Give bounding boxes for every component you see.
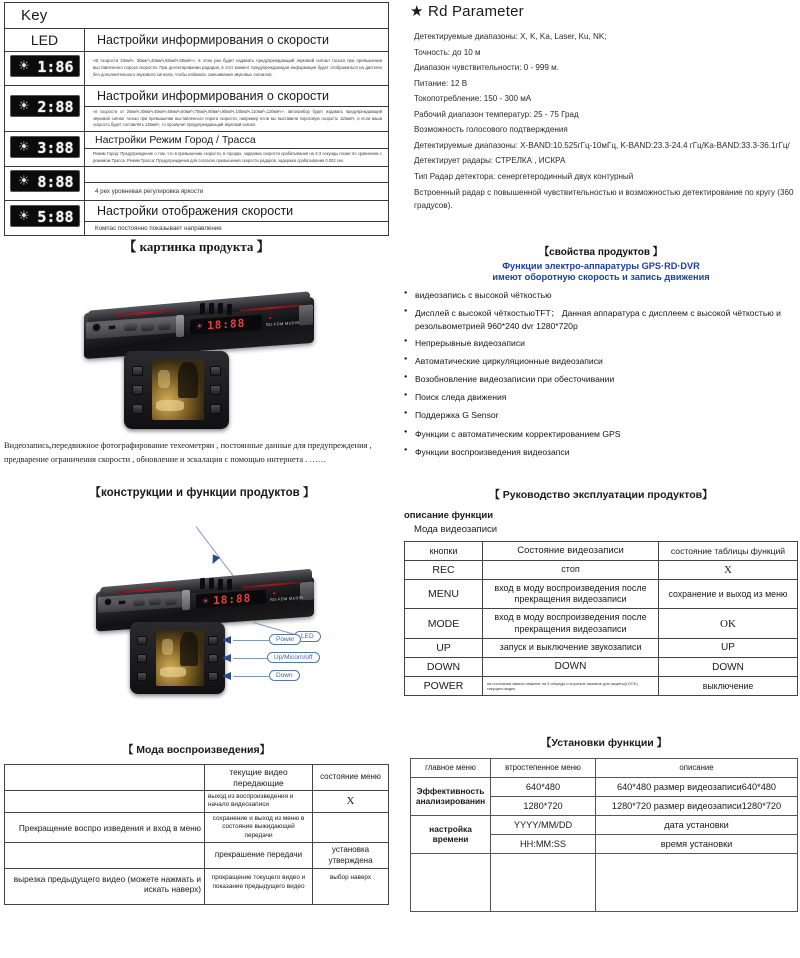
sun-icon: ☀ — [18, 98, 30, 114]
rd-line: Возможность голосового подтверждения — [414, 125, 568, 135]
pb-col2: состояние меню — [313, 765, 389, 791]
key-row-0-heading: Настройки информирования о скорости — [85, 29, 389, 52]
arrow-down — [222, 672, 231, 680]
op-fn: UP — [659, 638, 798, 657]
playback-mode-section — [4, 742, 389, 905]
sun-icon: ☀ — [18, 174, 30, 190]
rd-line: Встроенный радар с повышенной чувствительностью и возможностью детектирование по кругу (360 градусов). — [414, 188, 794, 210]
led-display-0 — [5, 52, 85, 86]
col-header-main-menu: главное меню — [411, 759, 491, 778]
operation-guide-section — [404, 487, 798, 696]
side-button — [133, 598, 145, 607]
arrow-vent — [209, 554, 220, 566]
callout-down: Down — [269, 670, 300, 681]
op-key: UP — [405, 638, 483, 657]
led-digits-1: 2:88 — [37, 97, 74, 116]
screen-content-highlight — [156, 400, 184, 411]
arrow-up — [222, 654, 231, 662]
fn-submenu: HH:MM:SS — [491, 834, 596, 853]
feature-item: ● Поддержка G Sensor — [404, 409, 798, 422]
led-display-3 — [5, 167, 85, 201]
fn-submenu: 640*480 — [491, 777, 596, 796]
op-key: MENU — [405, 579, 483, 609]
rd-line: Тип Радар детектора: сенергетеродинный двух контурный — [414, 171, 634, 181]
features-list — [404, 289, 798, 459]
rd-line: Детектируемые диапазоны: X, K, Ka, Laser, Ku, NK; — [414, 32, 607, 41]
op-state: вход в моду воспроизведения после прекращения видеозаписи — [483, 579, 659, 609]
fn-group: настройка времени — [411, 815, 491, 853]
construction-section — [4, 484, 400, 719]
rd-parameter-title-text: Rd Parameter — [428, 3, 524, 20]
rd-line: Питание: 12 В — [414, 78, 468, 88]
key-row-1-heading: Настройки информирования о скорости — [85, 86, 389, 107]
table-row — [405, 638, 798, 657]
feature-item: ● Автоматические циркуляционные видеозаписи — [404, 355, 798, 368]
key-table-header-row — [5, 29, 389, 52]
op-fn: OK — [659, 609, 798, 639]
features-subtitle-2: имеют оборотную скорость и запись движения — [492, 272, 710, 282]
feature-item: ● Возобновление видеозаписии при обесточивании — [404, 373, 798, 386]
led-module-1 — [10, 95, 80, 117]
operation-guide-table — [404, 541, 798, 696]
rd-parameter-list — [410, 29, 798, 212]
table-header-row — [405, 542, 798, 561]
device-screen — [152, 360, 204, 420]
brand-text: RD-FDM MUSIN — [270, 594, 304, 603]
operation-guide-subheading: Мода видеозаписи — [414, 524, 498, 535]
rd-line: Детектирует радары: СТРЕЛКА , ИСКРА — [414, 156, 566, 166]
function-settings-title: 【Установки функции 】 — [540, 737, 668, 749]
screen-button-down — [208, 672, 218, 681]
key-row-3-spacer — [85, 167, 389, 183]
op-key: DOWN — [405, 657, 483, 677]
fn-desc: дата установки — [596, 815, 798, 834]
function-settings-table — [410, 758, 798, 912]
screen-button-up — [208, 654, 218, 663]
screen-content-shape — [178, 362, 198, 398]
table-header-row — [411, 759, 798, 778]
pb-col1: текущие видео передающие — [205, 765, 313, 791]
rd-parameter-title — [410, 2, 798, 20]
op-fn: DOWN — [659, 657, 798, 677]
feature-item: ● Функции с автоматическим корректированием GPS — [404, 428, 798, 441]
led-digits-2: 3:88 — [37, 138, 74, 157]
fn-group: Эффективность анализированин — [411, 777, 491, 815]
vent-slot — [209, 303, 214, 314]
key-row-4-heading: Настройки отображения скорости — [85, 201, 389, 222]
pb-col2: X — [313, 791, 389, 813]
feature-item: ● Функции воспроизведения видеозапси — [404, 446, 798, 459]
device-led-digits: 18:88 — [213, 591, 252, 607]
callout-power: Power — [269, 634, 301, 645]
key-table — [4, 2, 389, 236]
sun-icon: ☀ — [18, 208, 30, 224]
construction-photo — [4, 504, 400, 719]
op-state: DOWN — [483, 657, 659, 677]
rd-line: Рабочий диапазон температур: 25 - 75 Град — [414, 109, 579, 119]
pb-col2 — [313, 812, 389, 842]
pb-col1: выход из воспроизведения и начало видеозаписи — [205, 791, 313, 813]
silver-divider — [182, 590, 190, 611]
silver-end-cap — [299, 305, 313, 326]
rd-line: Диапазон чувствительности: 0 - 999 м. — [414, 63, 559, 73]
screen-button-left — [137, 636, 147, 645]
lead-line-up — [233, 658, 267, 659]
key-row-2-heading-row — [5, 131, 389, 148]
side-button — [165, 597, 177, 606]
col-header-description: описание — [596, 759, 798, 778]
table-row — [405, 609, 798, 639]
usb-port — [108, 325, 116, 331]
table-row — [5, 765, 389, 791]
pb-col1: сохранение и выход из меню в состояние выжидающей передачи — [205, 812, 313, 842]
op-fn: сохранение и выход из меню — [659, 579, 798, 609]
fn-blank-cell — [596, 853, 798, 911]
screen-button-left — [132, 385, 143, 395]
pb-col1: прекрашение передачи — [205, 843, 313, 869]
led-module-2 — [10, 136, 80, 158]
fn-desc: время установки — [596, 834, 798, 853]
vent-slot — [200, 578, 205, 589]
star-icon: ★ — [410, 2, 424, 20]
pb-col0: вырезка предыдущего видео (можете нажмать и искать наверх) — [5, 869, 205, 905]
key-row-3 — [5, 167, 389, 183]
rd-line: Детектируемые диапазоны: X-BAND:10.525гГц-10мГц, K-BAND:23.3-24.4 гГц/Ka-BAND:33.3-36.1гГц/ — [414, 140, 790, 150]
col-header-keys: кнопки — [405, 542, 483, 561]
key-row-1-heading-row — [5, 86, 389, 107]
table-row — [405, 657, 798, 677]
sun-icon: ☀ — [202, 596, 210, 606]
vent-slot — [227, 304, 232, 315]
fn-submenu: YYYY/MM/DD — [491, 815, 596, 834]
screen-button-power — [208, 636, 218, 645]
screen-button-left — [132, 404, 143, 414]
sun-icon: ☀ — [18, 59, 30, 74]
pb-col0 — [5, 843, 205, 869]
col-header-record-state: Состояние видеозаписи — [483, 542, 659, 561]
callout-led: LED — [294, 631, 321, 642]
product-photo — [4, 263, 389, 433]
col-header-sub-menu: втростепенное меню — [491, 759, 596, 778]
key-row-2-heading: Настройки Режим Город / Трасса — [85, 131, 389, 148]
rd-line: Токопотребление: 150 - 300 мА — [414, 94, 532, 104]
brand-logo-red: ▲ — [268, 314, 273, 321]
pb-col2: выбор наверх — [313, 869, 389, 905]
fn-desc: 640*480 размер видеозаписи640*480 — [596, 777, 798, 796]
fn-blank-cell — [411, 853, 491, 911]
sun-icon: ☀ — [196, 321, 204, 332]
op-state: стоп — [483, 560, 659, 579]
rd-parameter-section — [410, 2, 798, 212]
key-title: Key — [5, 3, 389, 29]
vent-slot — [227, 579, 232, 590]
side-button — [141, 323, 154, 332]
col-header-function-state: состояние таблицы функций — [659, 542, 798, 561]
led-digits-3: 8:88 — [37, 173, 74, 192]
pb-col0 — [5, 791, 205, 813]
led-module-4 — [10, 205, 80, 227]
vent-slot — [218, 579, 223, 590]
operation-guide-heading: описание функции — [404, 510, 494, 521]
construction-title: 【конструкции и функции продуктов 】 — [89, 487, 315, 499]
pb-col0: Прекращение воспро изведения и вход в меню — [5, 812, 205, 842]
silver-divider — [176, 315, 184, 338]
table-row — [405, 677, 798, 696]
screen-button-right — [210, 385, 221, 395]
device-led-digits: 18:88 — [207, 316, 246, 333]
key-table-title-row — [5, 3, 389, 29]
screen-content-highlight — [158, 370, 170, 388]
brand-text: RD-FDM MUSIN — [266, 319, 300, 328]
screen-button-right — [210, 366, 221, 376]
feature-item: ● Непрерывные видеозаписи — [404, 337, 798, 350]
key-row-0 — [5, 52, 389, 86]
features-section — [404, 243, 798, 464]
key-row-2-paragraph: Режим Город: Предупреждение о том, что в превышении скорости, в городах, задержка скорости срабатывания на 2-3 секунды позже по сравнению с режимом Трасса. Режим Трасса: Предупреждения для согласно превышения скорости радаров, задержка срабатывания 0.002 сек. — [85, 148, 389, 166]
led-module-3 — [10, 170, 80, 192]
screen-content-shape — [180, 632, 198, 666]
feature-item: ● Дисплей с высокой чёткостьюTFT； Данная аппаратура с дисплеем с высокой чёткостью и резольвометрией 960*240 dvr 1280*720p — [404, 307, 798, 333]
pb-col1: прокращение токущего видео и показание предыдущего видео — [205, 869, 313, 905]
pb-col2: установка утверждена — [313, 843, 389, 869]
screen-content-highlight — [162, 639, 173, 655]
table-row — [411, 815, 798, 834]
playback-mode-title: 【 Мода воспроизведения】 — [122, 744, 271, 756]
sun-icon: ☀ — [18, 139, 30, 155]
features-title: 【свойства продуктов 】 — [539, 247, 663, 258]
screen-button-left — [132, 366, 143, 376]
op-state: запуск и выключение звукозаписи — [483, 638, 659, 657]
side-button — [149, 597, 161, 606]
rd-line: Точность: до 10 м — [414, 47, 481, 57]
playback-mode-table — [4, 764, 389, 905]
features-subtitle-1: Функции электро-аппаратуры GPS·RD·DVR — [502, 261, 700, 271]
table-row-blank — [411, 853, 798, 911]
key-row-1-paragraph: «в скорости от 20км/ч,30км/ч,40км/ч,50км/ч,60км/ч,70км/ч,80км/ч,90км/ч,100км/ч,110км/ч,120км/ч», автоприбор будет издавать предупреждающий звуковой сигнал только при превышении выставленного порога скорости, например если вы выставили пороговую скорость 110км/ч, и если ваша скорость будет составлять 115км/ч, то прозвучит предупреждающий звуковой сигнал. — [85, 107, 389, 132]
op-state: вход в моду воспроизведения после прекращения видеозаписи — [483, 609, 659, 639]
product-picture-title: 【 картинка продукта 】 — [123, 239, 270, 254]
pb-col0 — [5, 765, 205, 791]
callout-up-micro-off: Up/Micorn/off — [267, 652, 320, 663]
table-row — [405, 560, 798, 579]
feature-item: ● Поиск следа движения — [404, 391, 798, 404]
key-row-0-paragraph: «В скорости 20км/ч, 30км/ч,40км/ч,50км/ч,60км/ч», в этом раз будет издавать предупреждающий звуковой сигнал только при превышении выставленного порога скорости. При детектировании радаров, в этот момент предупреждающая информация будет отображаться на дисплее без дополнительного звукового сигнала, чтобы избежать смешивания звуковых сигналов. — [85, 52, 389, 86]
fn-submenu: 1280*720 — [491, 796, 596, 815]
fn-desc: 1280*720 размер видеозаписи1280*720 — [596, 796, 798, 815]
led-digits-0: 1:86 — [37, 58, 74, 76]
function-settings-section — [410, 735, 798, 912]
key-row-4-paragraph: Компас постоянно показывает направление — [85, 222, 389, 236]
vent-slot — [200, 303, 205, 314]
fn-blank-cell — [491, 853, 596, 911]
feature-item: ● видеозапись с высокой чёткостью — [404, 289, 798, 302]
screen-button-left — [137, 654, 147, 663]
device-screen — [156, 630, 204, 686]
led-display-1 — [5, 86, 85, 132]
table-row — [405, 579, 798, 609]
lead-line-down — [233, 676, 269, 677]
led-display-4 — [5, 201, 85, 236]
led-display-2 — [5, 131, 85, 166]
arrow-power — [222, 636, 231, 644]
op-fn: X — [659, 560, 798, 579]
product-picture-section — [4, 236, 389, 468]
vent-slot — [218, 303, 223, 314]
op-state: на состоянии записи нажатие на 3 секунды и короткое нажатие для защиты(LOCK) текущего видео. — [483, 677, 659, 696]
usb-port — [118, 600, 126, 606]
product-picture-caption: Видеозапись,передвижное фотографирование техеометряи , постоянные данные для предупреждения , предварение ограничения скорости , обновление и эскалация с помощью интернета . …… — [4, 441, 372, 465]
led-column-header: LED — [5, 29, 85, 52]
vent-slot — [209, 578, 214, 589]
key-row-3-paragraph: 4 рех уровневая регулировка яркости — [85, 183, 389, 201]
screen-button-left — [137, 672, 147, 681]
key-row-4-heading-row — [5, 201, 389, 222]
table-row — [5, 843, 389, 869]
table-row — [5, 791, 389, 813]
operation-guide-title: 【 Руководство эксплуатации продуктов】 — [489, 489, 713, 501]
lead-line-power — [233, 640, 269, 641]
brand-logo-red: ▲ — [272, 589, 277, 596]
side-button — [158, 322, 171, 331]
side-button — [124, 323, 137, 332]
screen-button-right — [210, 404, 221, 414]
led-module-0 — [10, 55, 80, 77]
op-key: REC — [405, 560, 483, 579]
led-digits-4: 5:88 — [37, 207, 74, 226]
op-key: POWER — [405, 677, 483, 696]
op-fn: выключение — [659, 677, 798, 696]
screen-content-highlight — [160, 667, 186, 677]
table-row — [411, 777, 798, 796]
table-row — [5, 812, 389, 842]
op-key: MODE — [405, 609, 483, 639]
table-row — [5, 869, 389, 905]
